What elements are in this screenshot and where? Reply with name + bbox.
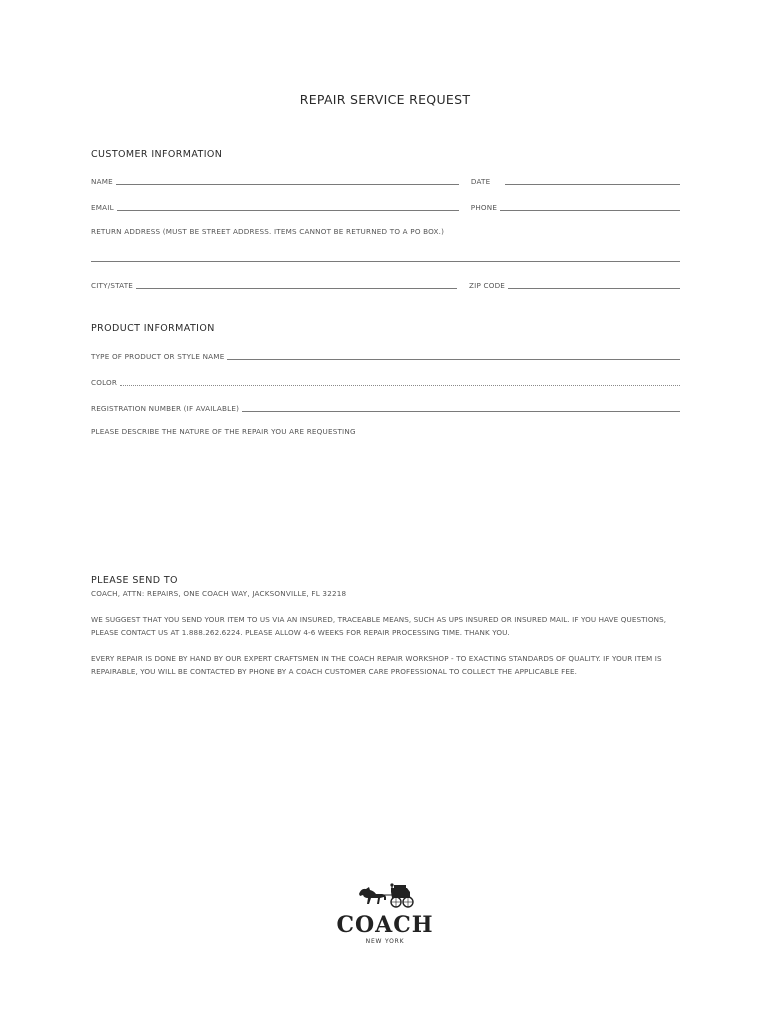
product-information-heading: PRODUCT INFORMATION: [91, 323, 215, 334]
repair-description-label: PLEASE DESCRIBE THE NATURE OF THE REPAIR YOU ARE REQUESTING: [91, 427, 356, 436]
shipping-instructions: WE SUGGEST THAT YOU SEND YOUR ITEM TO US VIA AN INSURED, TRACEABLE MEANS, SUCH AS UPS INSURED OR INSURED MAIL. IF YOU HAVE QUESTIONS, PLEASE CONTACT US AT 1.888.262.6224. PLEASE ALLOW 4-6 WEEKS FOR REPAIR PROCESSING TIME. THANK YOU.: [91, 615, 667, 637]
city-zip-row: [91, 278, 680, 290]
coach-brand-name: COACH: [336, 912, 434, 938]
color-label: COLOR: [91, 378, 118, 387]
date-label: DATE: [470, 177, 491, 186]
product-type-field[interactable]: [227, 359, 680, 360]
coach-logo: [310, 882, 460, 945]
return-address-label: RETURN ADDRESS (MUST BE STREET ADDRESS. ITEMS CANNOT BE RETURNED TO A PO BOX.): [91, 227, 445, 236]
color-row: [91, 375, 680, 387]
email-label: EMAIL: [91, 203, 114, 212]
product-type-label: TYPE OF PRODUCT OR STYLE NAME: [91, 352, 225, 361]
color-field[interactable]: [120, 385, 680, 386]
city-state-field[interactable]: [136, 288, 457, 289]
repair-description-area[interactable]: [91, 442, 680, 567]
page-title: REPAIR SERVICE REQUEST: [299, 92, 471, 107]
phone-field[interactable]: [500, 210, 680, 211]
city-state-label: CITY/STATE: [91, 281, 134, 290]
please-send-to-heading: PLEASE SEND TO: [91, 575, 178, 586]
zip-code-field[interactable]: [508, 288, 680, 289]
name-label: NAME: [91, 177, 113, 186]
coach-city: NEW YORK: [365, 938, 405, 945]
return-address-field[interactable]: [91, 261, 680, 262]
date-field[interactable]: [505, 184, 680, 185]
email-field[interactable]: [117, 210, 459, 211]
customer-information-heading: CUSTOMER INFORMATION: [91, 149, 223, 160]
phone-label: PHONE: [470, 203, 498, 212]
registration-label: REGISTRATION NUMBER (IF AVAILABLE): [91, 404, 240, 413]
repair-policy: EVERY REPAIR IS DONE BY HAND BY OUR EXPERT CRAFTSMEN IN THE COACH REPAIR WORKSHOP - TO EXACTING STANDARDS OF QUALITY. IF YOUR ITEM IS REPAIRABLE, YOU WILL BE CONTACTED BY PHONE BY A COACH CUSTOMER CARE PROFESSIONAL TO COLLECT THE APPLICABLE FEE.: [91, 654, 662, 676]
name-field[interactable]: [116, 184, 459, 185]
product-type-row: [91, 349, 680, 361]
registration-field[interactable]: [242, 411, 680, 412]
zip-code-label: ZIP CODE: [469, 281, 506, 290]
registration-row: [91, 401, 680, 413]
name-date-row: [91, 174, 680, 186]
horse-and-carriage-icon: [355, 882, 415, 908]
email-phone-row: [91, 200, 680, 212]
mailing-address: COACH, ATTN: REPAIRS, ONE COACH WAY, JACKSONVILLE, FL 32218: [91, 589, 347, 598]
